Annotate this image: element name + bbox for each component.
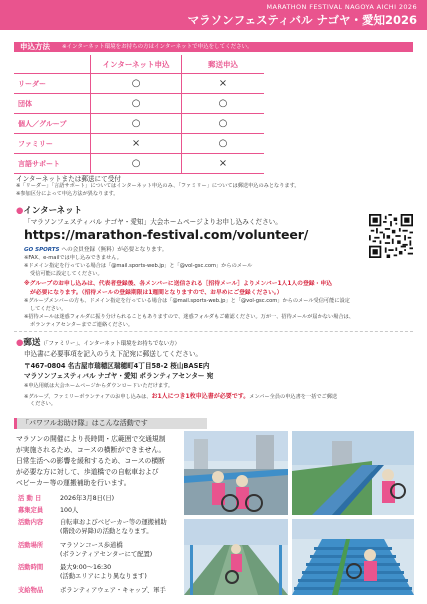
internet-note: ※ドメイン指定を行っている場合は「@mail.sports-web.jp」と「@vol-gsc.com」からのメール — [24, 263, 253, 269]
apply-method-bar — [14, 42, 413, 52]
group-warning: ※グループのお申し込みは、代表者登録後、各メンバーに送信される［招待メール］よりメンバー1人1人の登録・申込 — [24, 281, 332, 287]
photo-pedestrian-bridge-top — [184, 431, 288, 515]
group-warning: が必要になります。（招待メールの登録期限は1週間となりますので、お早めにご登録ください。） — [30, 290, 283, 296]
internet-heading-text: インターネット — [23, 206, 83, 216]
bullet-mark: ● — [16, 206, 24, 216]
reception-note: インターネットまたは郵送にて受付 — [16, 175, 121, 183]
photo-bridge-stairs-bottom — [292, 519, 414, 595]
mail-mark: ○ — [181, 94, 264, 114]
table-header-row — [14, 55, 264, 74]
internet-note: 受信可能に設定してください。 — [30, 271, 103, 277]
mail-address-line2: マラソンフェスティバル ナゴヤ・愛知 ボランティアセンター 宛 — [24, 372, 214, 380]
gosports-text: への会員登録（無料）が必要となります。 — [61, 247, 168, 253]
powerful-desc-line: が必要な方に対して、歩道橋での自転車および — [16, 468, 159, 476]
photo-bridge-walkway — [184, 519, 288, 595]
powerful-desc-line: が実施されるため、コースの横断ができません。 — [16, 446, 166, 454]
detail-label: 支給物品 — [18, 587, 44, 594]
mail-note: ※申込用紙は大会ホームページからダウンロードいただけます。 — [24, 383, 174, 389]
header-japanese-title: マラソンフェスティバル ナゴヤ・愛知2026 — [187, 13, 417, 27]
mail-note-emphasis: お1人につき1枚申込書が必要です。 — [151, 393, 250, 400]
internet-mark: ○ — [91, 154, 182, 174]
row-label: 言語サポート — [14, 154, 91, 174]
mail-note-group — [24, 391, 337, 400]
header-banner — [0, 0, 427, 30]
gosports-logo: GO SPORTS — [24, 247, 60, 253]
mail-note: ください。 — [30, 401, 56, 407]
detail-value: 最大9:00〜16:30 — [60, 564, 112, 571]
internet-mark: ○ — [91, 114, 182, 134]
detail-label: 活動時間 — [18, 564, 44, 571]
category-method-note: ※「リーダー」「言語サポート」についてはインターネット申込のみ、「ファミリー」については郵送申込のみとなります。 — [16, 183, 300, 189]
detail-value: ボランティアウェア・キャップ、軍手 — [60, 587, 166, 594]
mail-note-part: メンバー全員の申込書を一括でご郵送 — [249, 394, 338, 400]
detail-label: 活動場所 — [18, 542, 44, 549]
mail-mark: × — [181, 154, 264, 174]
internet-mark: ○ — [91, 94, 182, 114]
internet-mark: × — [91, 134, 182, 154]
row-label: リーダー — [14, 74, 91, 94]
row-label: 団体 — [14, 94, 91, 114]
row-label: 個人／グループ — [14, 114, 91, 134]
detail-value: (活動エリアにより異なります) — [60, 573, 147, 580]
powerful-helpers-title: 「パワフルお助け隊」はこんな活動です — [22, 419, 148, 427]
detail-value: 自転車およびベビーカー等の運搬補助 — [60, 519, 167, 526]
internet-intro: 「マラソンフェスティバル ナゴヤ・愛知」大会ホームページよりお申し込みください。 — [24, 218, 282, 226]
mail-mark: ○ — [181, 134, 264, 154]
table-row — [14, 154, 264, 174]
header-english-title: MARATHON FESTIVAL NAGOYA AICHI 2026 — [266, 3, 417, 11]
detail-value: (階段の昇降)の活動となります。 — [60, 528, 153, 535]
category-diff-note: ※参加区分によって申込方法が異なります。 — [16, 191, 119, 197]
section-divider — [14, 331, 413, 332]
powerful-desc-line: マラソンの開催により長時間・広範囲で交通規制 — [16, 435, 166, 443]
powerful-helpers-bar — [14, 418, 207, 429]
bullet-mark: ● — [16, 338, 24, 348]
photo-bridge-stairs-top — [292, 431, 414, 515]
volunteer-url-link[interactable]: https://marathon-festival.com/volunteer/ — [24, 227, 309, 242]
gosports-line — [24, 245, 167, 253]
mail-address-line1: 〒467-0804 名古屋市瑞穂区瑞穂町4丁目58-2 桜山BASE内 — [24, 362, 210, 370]
table-row — [14, 74, 264, 94]
apply-method-note: ※インターネット環境をお持ちの方はインターネットで申込をしてください。 — [62, 44, 253, 50]
mail-heading — [16, 336, 180, 348]
mail-heading-note: （「ファミリー」、インターネット環境をお持ちでない方） — [40, 341, 180, 347]
internet-note: してください。 — [30, 306, 67, 312]
internet-note: ※グループメンバーの方も、ドメイン指定を行っている場合は「@mail.sports-web.jp」と「@vol-gsc.com」からのメール受信可能に設定 — [24, 298, 350, 304]
detail-label: 活動内容 — [18, 519, 44, 526]
mail-note-part: ※グループ、ファミリーボランティアのお申し込みは、 — [24, 394, 152, 400]
column-header-internet: インターネット申込 — [91, 55, 182, 74]
column-header-mail: 郵送申込 — [181, 55, 264, 74]
powerful-desc-line: ベビーカー等の運搬補助を行います。 — [16, 479, 131, 487]
detail-value: マラソンコース歩道橋 — [60, 542, 123, 549]
table-row — [14, 114, 264, 134]
mail-intro: 申込書に必要事項を記入のうえ下記宛に郵送してください。 — [24, 350, 203, 358]
detail-value: 100人 — [60, 507, 79, 514]
powerful-desc-line: 日常生活への影響を緩和するため、コースの横断 — [16, 457, 165, 465]
table-corner — [14, 55, 91, 74]
internet-heading — [16, 204, 82, 216]
detail-label: 募集定員 — [18, 507, 44, 514]
table-row — [14, 134, 264, 154]
detail-value: 2026年3月8日(日) — [60, 495, 115, 502]
detail-label: 活 動 日 — [18, 495, 42, 502]
mail-heading-text: 郵送 — [23, 338, 41, 348]
detail-value: (ボランティアセンターにて配置) — [60, 551, 153, 558]
apply-method-table — [14, 55, 264, 174]
internet-note: ※招待メールは迷惑フォルダに振り分けられることもありますので、迷惑フォルダもご確認ください。万が一、招待メールが届かない場合は、 — [24, 314, 354, 320]
apply-method-title: 申込方法 — [20, 42, 50, 51]
internet-note: ※FAX、e-mailでは申し込みできません。 — [24, 255, 122, 261]
internet-mark: ○ — [91, 74, 182, 94]
mail-mark: × — [181, 74, 264, 94]
internet-note: ボランティアセンターまでご連絡ください。 — [30, 322, 134, 328]
row-label: ファミリー — [14, 134, 91, 154]
table-row — [14, 94, 264, 114]
qr-code[interactable] — [369, 214, 413, 258]
mail-mark: ○ — [181, 114, 264, 134]
